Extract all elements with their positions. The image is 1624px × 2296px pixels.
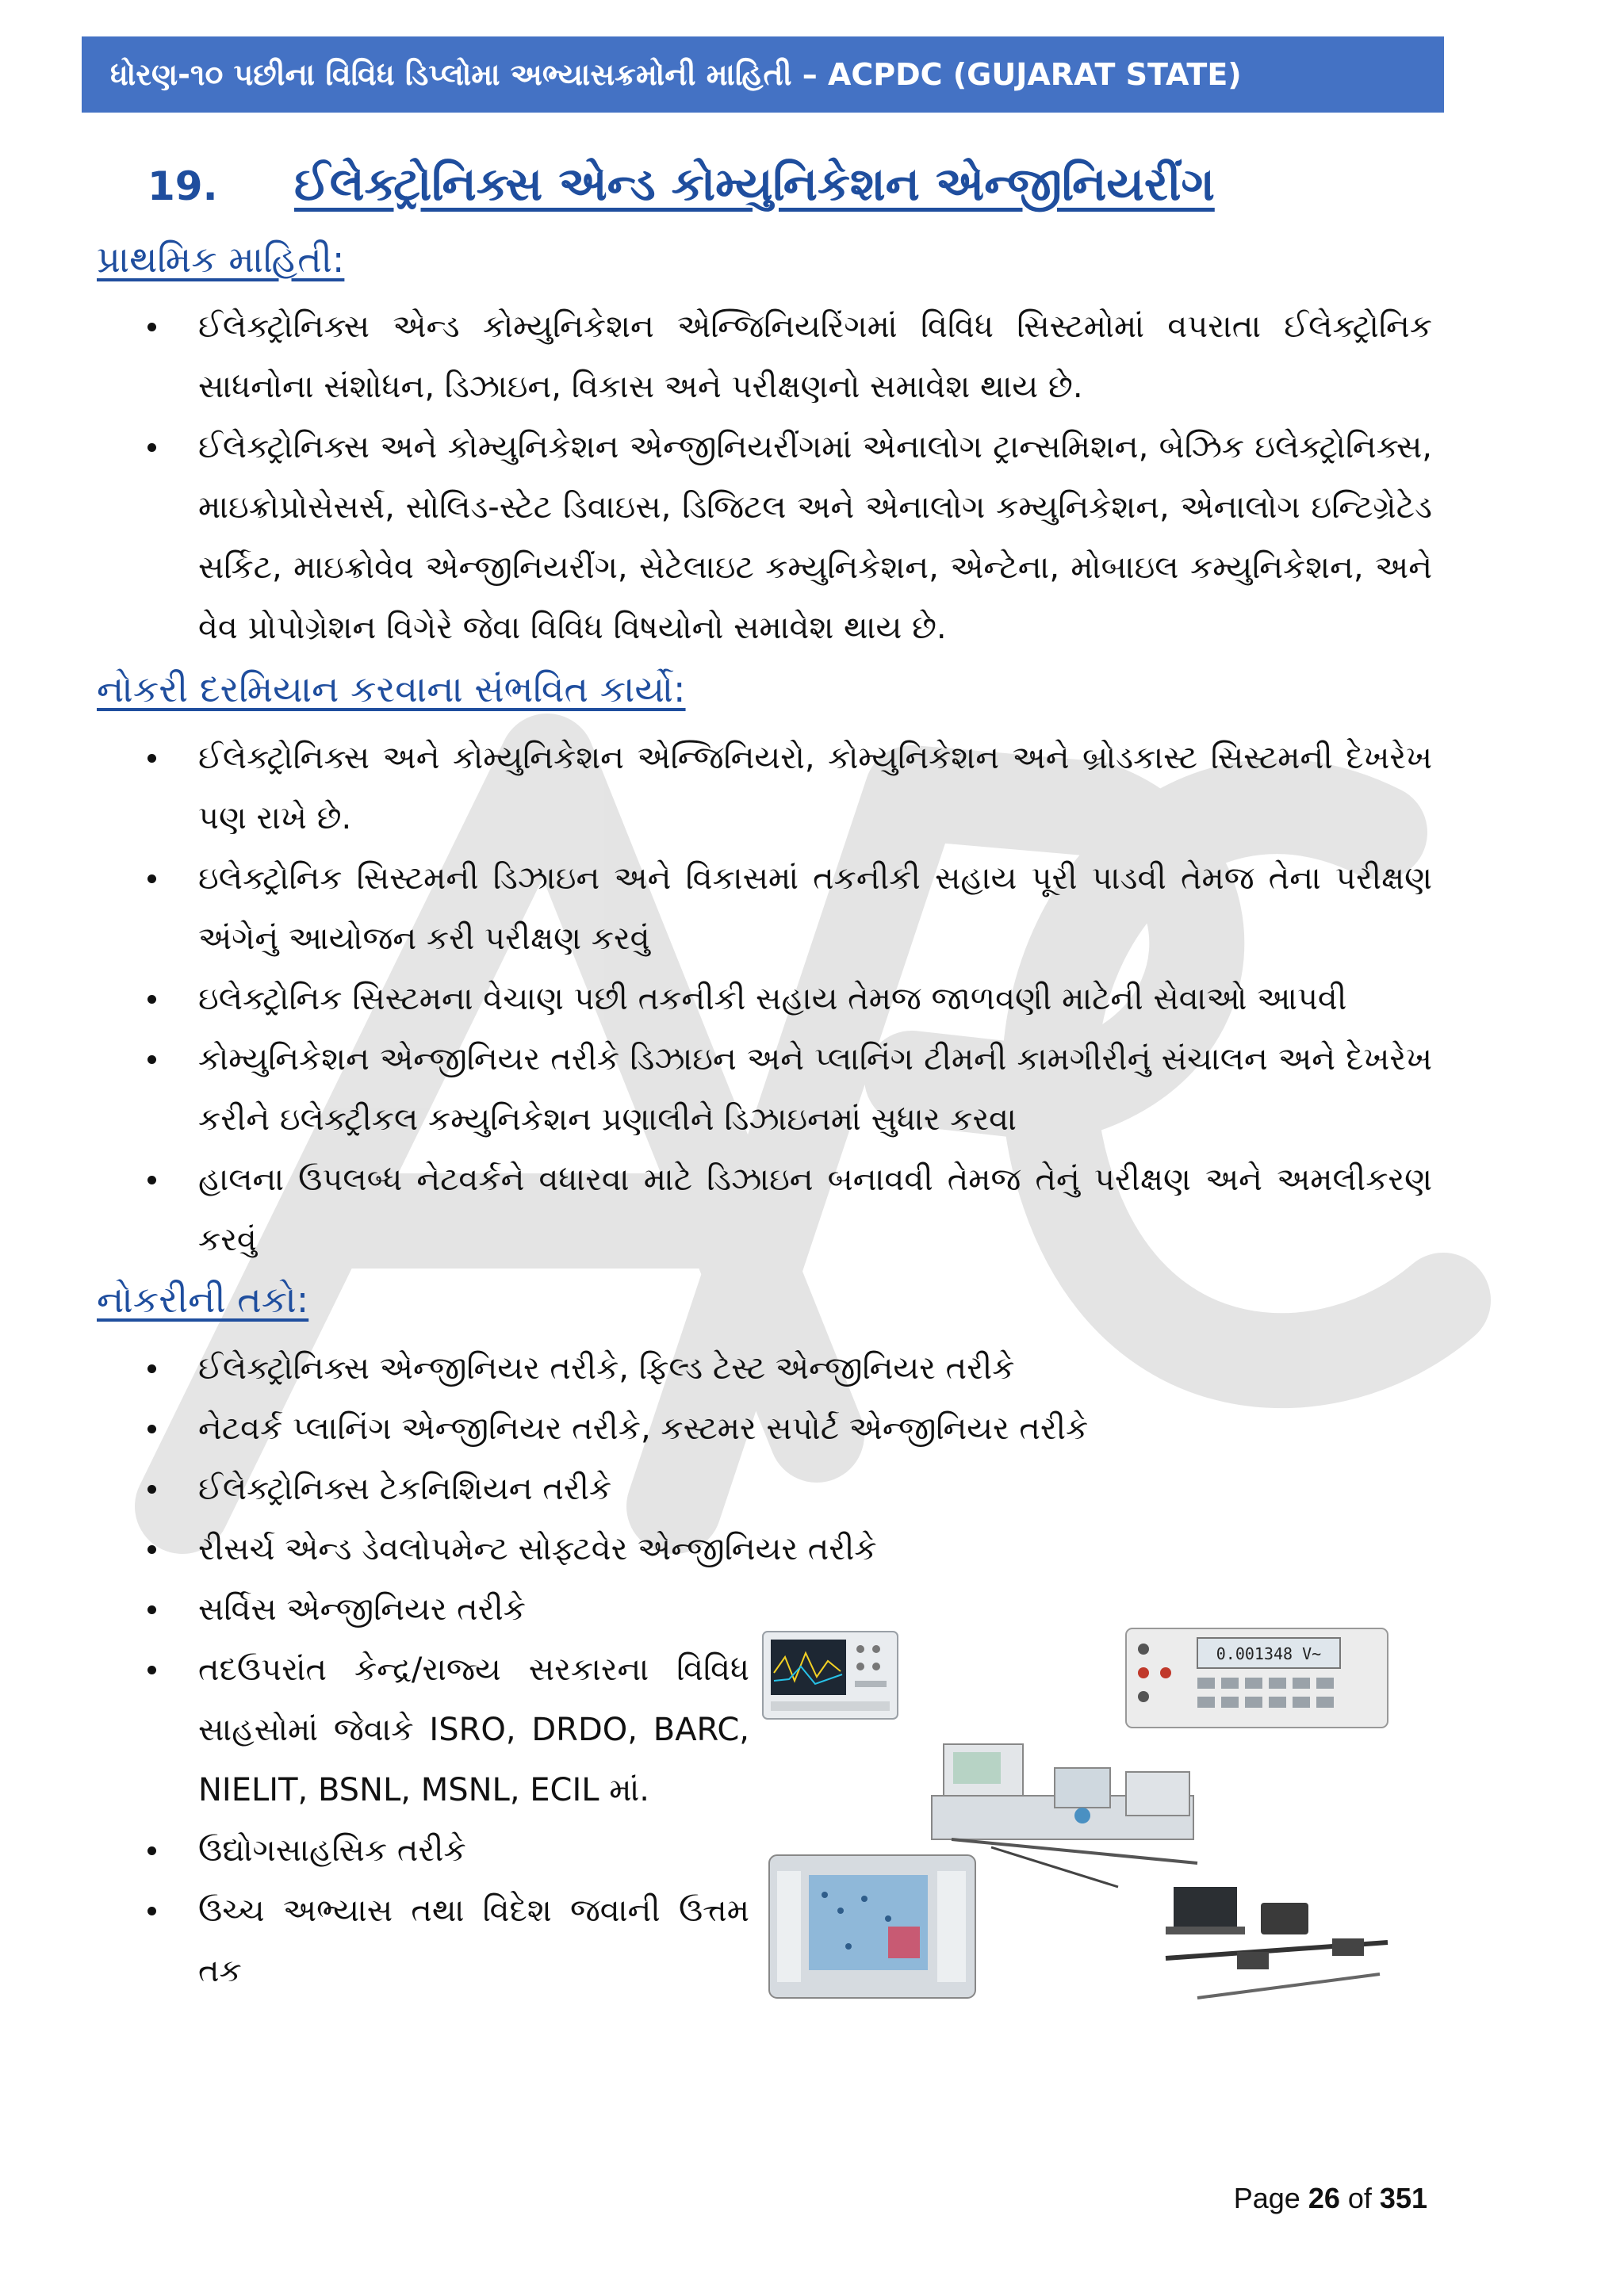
list-item: રીસર્ચ એન્ડ ડેવલોપમેન્ટ સોફ્ટવેર એન્જીનિયર તરીકે <box>147 1519 1432 1579</box>
job-opportunities-heading: નોકરીની તકો: <box>97 1278 309 1321</box>
page-number: 26 <box>1308 2182 1340 2214</box>
page-footer <box>1234 2182 1427 2215</box>
list-item: તદઉપરાંત કેન્દ્ર/રાજ્ય સરકારના વિવિધ સાહસોમાં જેવાકે ISRO, DRDO, BARC, NIELIT, BSNL, MSNL, ECIL માં. <box>147 1640 749 1820</box>
header-title: ધોરણ-૧૦ પછીના વિવિધ ડિપ્લોમા અભ્યાસક્રમોની માહિતી – ACPDC (GUJARAT STATE) <box>110 56 1242 92</box>
list-item: સર્વિસ એન્જીનિયર તરીકે <box>147 1579 1432 1640</box>
list-item: ઈલેક્ટ્રોનિક્સ એન્જીનિયર તરીકે, ફિલ્ડ ટેસ્ટ એન્જીનિયર તરીકે <box>147 1338 1432 1399</box>
list-item: ઉદ્યોગસાહસિક તરીકે <box>147 1820 749 1881</box>
of-label: of <box>1347 2182 1372 2214</box>
job-duties-heading: નોકરી દરમિયાન કરવાના સંભવિત કાર્યો: <box>97 668 686 710</box>
list-item: હાલના ઉપલબ્ધ નેટવર્કને વધારવા માટે ડિઝાઇન બનાવવી તેમજ તેનું પરીક્ષણ અને અમલીકરણ કરવું <box>147 1150 1432 1270</box>
basic-info-heading: પ્રાથમિક માહિતી: <box>97 238 345 281</box>
list-item: ઉચ્ચ અભ્યાસ તથા વિદેશ જવાની ઉત્તમ તક <box>147 1881 749 2001</box>
list-item: ઈલેક્ટ્રોનિક્સ ટેકનિશિયન તરીકે <box>147 1459 1432 1519</box>
oscilloscope-icon <box>763 1632 898 1719</box>
multimeter-reading: 0.001348 V~ <box>1216 1644 1322 1663</box>
section-number: 19. <box>147 163 218 209</box>
page-label: Page <box>1233 2182 1300 2214</box>
job-duties-list <box>147 728 1432 1270</box>
list-item: ઇલેક્ટ્રોનિક સિસ્ટમની ડિઝાઇન અને વિકાસમાં તકનીકી સહાય પૂરી પાડવી તેમજ તેના પરીક્ષણ અંગેનું આયોજન કરી પરીક્ષણ કરવું <box>147 848 1432 969</box>
list-item: ઈલેક્ટ્રોનિક્સ અને કોમ્યુનિકેશન એન્જિનિયરો, કોમ્યુનિકેશન અને બ્રોડકાસ્ટ સિસ્ટમની દેખરેખ પણ રાખે છે. <box>147 728 1432 848</box>
electronics-trainer-kit-icon <box>769 1855 975 1998</box>
digital-multimeter-icon <box>1126 1628 1388 1728</box>
list-item: ઈલેક્ટ્રોનિક્સ એન્ડ કોમ્યુનિકેશન એન્જિનિયરિંગમાં વિવિધ સિસ્ટમોમાં વપરાતા ઈલેક્ટ્રોનિક સાધનોના સંશોધન, ડિઝાઇન, વિકાસ અને પરીક્ષણનો સમાવેશ થાય છે. <box>147 297 1432 417</box>
list-item: કોમ્યુનિકેશન એન્જીનિયર તરીકે ડિઝાઇન અને પ્લાનિંગ ટીમની કામગીરીનું સંચાલન અને દેખરેખ કરીને ઇલેક્ટ્રીકલ કમ્યુનિકેશન પ્રણાલીને ડિઝાઇનમાં સુધાર કરવા <box>147 1029 1432 1150</box>
total-pages: 351 <box>1379 2182 1427 2214</box>
page-header-banner <box>82 36 1444 113</box>
section-name: ઈલેક્ટ્રોનિક્સ એન્ડ કોમ્યુનિકેશન એન્જીનિયરીંગ <box>294 157 1215 211</box>
section-title <box>147 157 1496 212</box>
list-item: ઈલેક્ટ્રોનિક્સ અને કોમ્યુનિકેશન એન્જીનિયરીંગમાં એનાલોગ ટ્રાન્સમિશન, બેઝિક ઇલેક્ટ્રોનિક્સ, માઇક્રોપ્રોસેસર્સ, સોલિડ-સ્ટેટ ડિવાઇસ, ડિજિટલ અને એનાલોગ કમ્યુનિકેશન, એનાલોગ ઇન્ટિગ્રેટેડ સર્કિટ, માઇક્રોવેવ એન્જીનિયરીંગ, સેટેલાઇટ કમ્યુનિકેશન, એન્ટેના, મોબાઇલ કમ્યુનિકેશન, અને વેવ પ્રોપોગ્રેશન વિગેરે જેવા વિવિધ વિષયોનો સમાવેશ થાય છે. <box>147 417 1432 658</box>
laptop-probe-setup-icon <box>1166 1887 1388 1998</box>
list-item: ઇલેક્ટ્રોનિક સિસ્ટમના વેચાણ પછી તકનીકી સહાય તેમજ જાળવણી માટેની સેવાઓ આપવી <box>147 969 1432 1029</box>
electronics-equipment-photo <box>753 1625 1396 2006</box>
basic-info-list <box>147 297 1432 658</box>
list-item: નેટવર્ક પ્લાનિંગ એન્જીનિયર તરીકે, કસ્ટમર સપોર્ટ એન્જીનિયર તરીકે <box>147 1399 1432 1459</box>
